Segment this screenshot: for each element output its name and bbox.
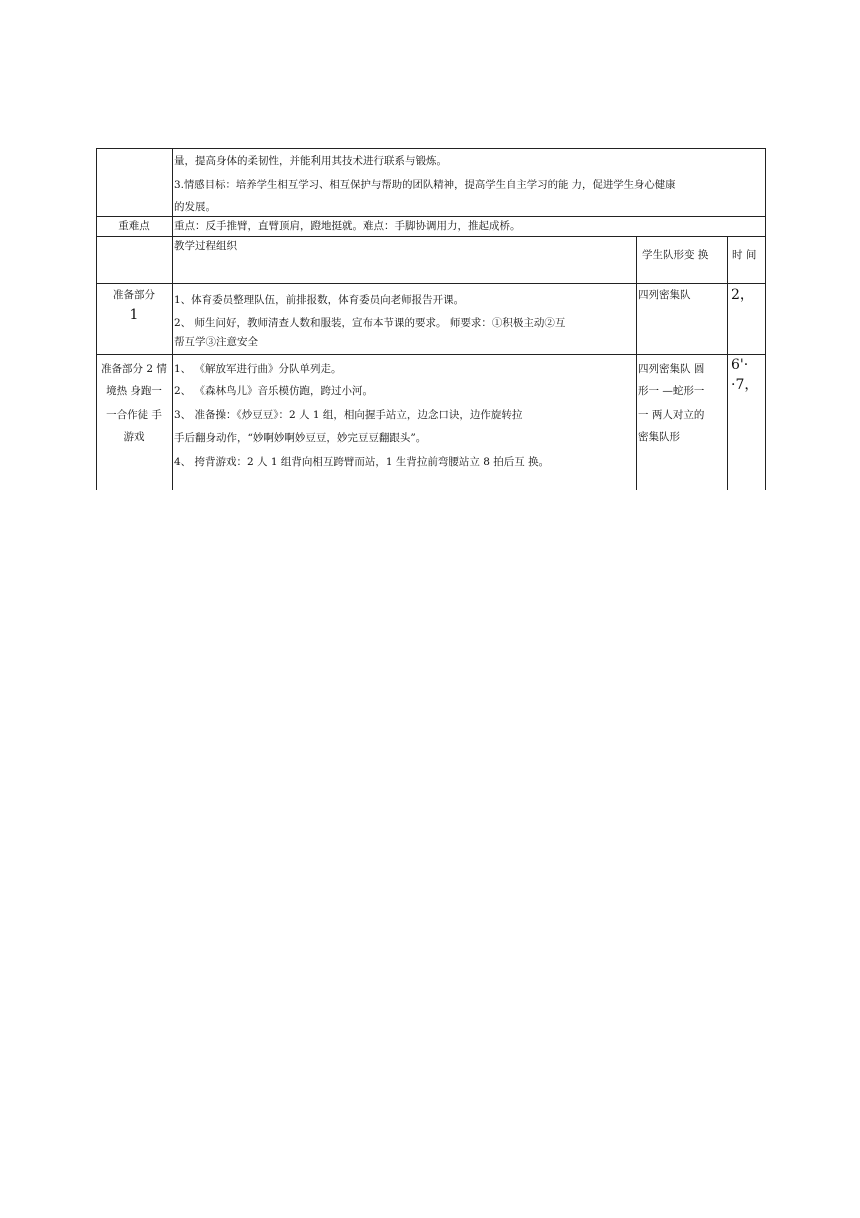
prep2-item: 2、 《森林鸟儿》音乐模仿跑，跨过小河。: [174, 385, 374, 397]
prep2-time: 6'·: [731, 357, 749, 373]
prep2-item: 4、 挎背游戏：2 人 1 组背向相互跨臂而站，1 生背拉前弯腰站立 8 拍后互 换。: [174, 456, 550, 468]
prep1-item: 1、体育委员整理队伍，前排报数，体育委员向老师报告开课。: [174, 294, 465, 306]
column-divider: [172, 148, 173, 490]
prep1-item: 帮互学③注意安全: [174, 336, 258, 348]
key-points-label: 重难点: [118, 220, 150, 232]
row-divider: [96, 283, 766, 284]
time-header: 时 间: [732, 249, 757, 261]
prep2-formation: 形一 —蛇形一: [638, 385, 705, 397]
column-divider: [636, 236, 637, 490]
prep2-item: 3、 准备操：《炒豆豆》：2 人 1 组，相向握手站立，边念口诀，边作旋转拉: [174, 409, 523, 421]
formation-header: 学生队形变 换: [642, 249, 709, 261]
prep2-label: 游戏: [123, 431, 145, 443]
process-header: 教学过程组织: [174, 240, 237, 252]
prep2-formation: 密集队形: [638, 431, 680, 443]
table-border-right: [765, 148, 766, 490]
prep1-label: 准备部分: [113, 289, 155, 301]
objectives-line: 量，提高身体的柔韧性，并能利用其技术进行联系与锻炼。: [174, 155, 447, 167]
row-divider: [96, 216, 766, 217]
prep2-item: 手后翻身动作，“妙啊妙啊妙豆豆，妙完豆豆翻跟头”。: [174, 432, 427, 444]
emotional-objective-line: 3.情感目标：培养学生相互学习、相互保护与帮助的团队精神，提高学生自主学习的能 力，促进学生身心健康: [174, 179, 676, 191]
prep2-label: 境热 身跑一: [106, 385, 162, 397]
lesson-plan-table: [96, 148, 766, 490]
table-border-top: [96, 148, 766, 149]
prep1-label-number: 1: [129, 307, 139, 323]
row-divider: [96, 354, 766, 355]
prep1-time: 2，: [731, 287, 754, 303]
prep2-label: 一合作徒 手: [106, 409, 162, 421]
column-divider: [727, 236, 728, 490]
prep2-formation: 四列密集队 圆: [638, 363, 705, 375]
prep1-item: 2、 师生问好，教师清查人数和服装，宣布本节课的要求。 师要求：①积极主动②互: [174, 317, 566, 329]
prep2-item: 1、 《解放军进行曲》分队单列走。: [174, 363, 342, 375]
key-points-text: 重点：反手推臂，直臂顶肩，蹬地挺就。难点：手脚协调用力，推起成桥。: [174, 220, 521, 232]
prep2-formation: 一 两人对立的: [638, 409, 705, 421]
row-divider: [96, 236, 766, 237]
prep2-time: ·7，: [731, 377, 759, 393]
prep2-label: 准备部分 2 情: [101, 363, 167, 375]
prep1-formation: 四列密集队: [638, 289, 691, 301]
objectives-line: 的发展。: [174, 201, 216, 213]
